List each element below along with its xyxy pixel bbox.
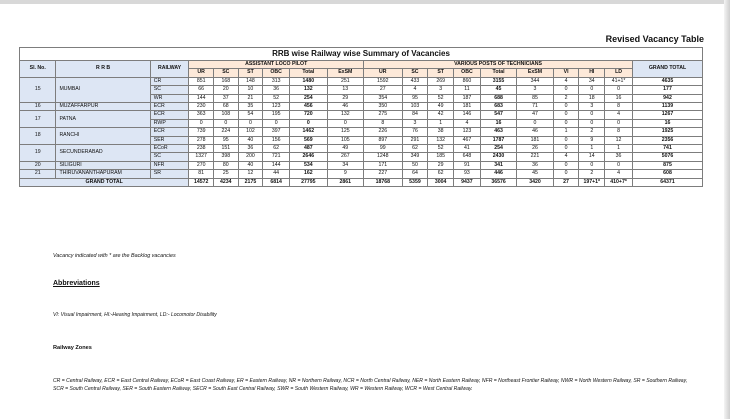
col-header-alp-total: Total	[290, 69, 328, 77]
cell-alp-st: 40	[238, 161, 263, 169]
cell-alp-st: 148	[238, 77, 263, 85]
cell-alp-sc: 398	[213, 153, 238, 161]
cell-grand-total: 2356	[633, 136, 703, 144]
table-row	[20, 77, 703, 85]
cell-grand-total: 741	[633, 145, 703, 153]
cell-tech-ur: 8	[364, 119, 403, 127]
cell-alp-obc: 36	[263, 86, 290, 94]
cell-tech-obc: 187	[454, 94, 481, 102]
cell-tech-vi: 0	[553, 111, 579, 119]
cell-tech-vi: 0	[553, 86, 579, 94]
cell-tech-ur: 897	[364, 136, 403, 144]
cell-tech-hi: 0	[579, 161, 605, 169]
col-header-tech-ld: LD	[605, 69, 633, 77]
cell-alp-total: 534	[290, 161, 328, 169]
total-tech-ur: 18768	[364, 178, 403, 186]
cell-alp-sc: 0	[213, 119, 238, 127]
group-header-technicians: VARIOUS POSTS OF TECHNICIANS	[364, 61, 633, 69]
cell-grand-total: 875	[633, 161, 703, 169]
cell-alp-st: 200	[238, 153, 263, 161]
col-header-tech-vi: VI	[553, 69, 579, 77]
col-header-tech-ur: UR	[364, 69, 403, 77]
cell-alp-obc: 52	[263, 94, 290, 102]
cell-tech-st: 29	[428, 161, 454, 169]
cell-railway: SC	[150, 86, 189, 94]
cell-tech-ur: 1248	[364, 153, 403, 161]
cell-tech-st: 38	[428, 128, 454, 136]
cell-tech-sc: 64	[402, 170, 428, 178]
cell-tech-obc: 648	[454, 153, 481, 161]
col-header-alp-exsm: ExSM	[327, 69, 363, 77]
cell-alp-st: 35	[238, 103, 263, 111]
railway-zones-text: CR = Central Railway, ECR = East Central Railway, ECoR = East Coast Railway, ER = Eastern Railway, NR = Northern Railway, NCR = North Central Railway, NER = North Eastern Railway, NFR = Northeast Frontier Railway, NWR = North Western Railway, SR = Southern Railway, SCR = South Central Railway, SER = South Eastern Railway, SECR = South East Central Railway, SWR = South Western Railway, WR = Western Railway, WCR = West Central Railway.	[53, 378, 688, 393]
cell-tech-st: 52	[428, 94, 454, 102]
cell-alp-exsm: 251	[327, 77, 363, 85]
cell-tech-exsm: 36	[517, 161, 553, 169]
cell-sl-no: 19	[20, 145, 56, 162]
cell-tech-ur: 99	[364, 145, 403, 153]
grand-total-label: GRAND TOTAL	[20, 178, 189, 186]
cell-tech-vi: 0	[553, 145, 579, 153]
cell-sl-no: 16	[20, 103, 56, 111]
cell-tech-total: 688	[480, 94, 516, 102]
cell-alp-total: 162	[290, 170, 328, 178]
cell-tech-vi: 0	[553, 119, 579, 127]
cell-alp-exsm: 125	[327, 128, 363, 136]
cell-alp-total: 254	[290, 94, 328, 102]
cell-railway: SC	[150, 153, 189, 161]
cell-tech-ld: 0	[605, 161, 633, 169]
cell-tech-sc: 95	[402, 94, 428, 102]
cell-alp-ur: 66	[189, 86, 214, 94]
cell-tech-sc: 291	[402, 136, 428, 144]
cell-alp-exsm: 13	[327, 86, 363, 94]
cell-alp-st: 0	[238, 119, 263, 127]
cell-alp-st: 10	[238, 86, 263, 94]
col-header-alp-st: ST	[238, 69, 263, 77]
cell-tech-ld: 8	[605, 128, 633, 136]
cell-alp-total: 132	[290, 86, 328, 94]
cell-alp-st: 40	[238, 136, 263, 144]
revised-table-label: Revised Vacancy Table	[605, 34, 704, 44]
cell-tech-obc: 41	[454, 145, 481, 153]
cell-alp-ur: 739	[189, 128, 214, 136]
cell-tech-obc: 11	[454, 86, 481, 94]
cell-alp-total: 456	[290, 103, 328, 111]
cell-grand-total: 5076	[633, 153, 703, 161]
cell-sl-no: 15	[20, 77, 56, 102]
cell-grand-total: 942	[633, 94, 703, 102]
cell-tech-ur: 275	[364, 111, 403, 119]
table-row	[20, 111, 703, 119]
cell-tech-vi: 4	[553, 153, 579, 161]
cell-railway: CR	[150, 77, 189, 85]
cell-tech-sc: 349	[402, 153, 428, 161]
cell-sl-no: 20	[20, 161, 56, 169]
cell-alp-total: 2646	[290, 153, 328, 161]
cell-railway: ECR	[150, 128, 189, 136]
cell-tech-ld: 8	[605, 103, 633, 111]
cell-rrb-name: RANCHI	[56, 128, 150, 145]
cell-tech-hi: 1	[579, 145, 605, 153]
cell-railway: ECoR	[150, 145, 189, 153]
cell-tech-st: 269	[428, 77, 454, 85]
cell-grand-total: 1267	[633, 111, 703, 119]
group-header-alp: ASSISTANT LOCO PILOT	[189, 61, 364, 69]
cell-sl-no: 21	[20, 170, 56, 178]
cell-tech-ur: 1592	[364, 77, 403, 85]
cell-tech-exsm: 3	[517, 86, 553, 94]
page-top-edge	[0, 0, 730, 4]
cell-tech-total: 16	[480, 119, 516, 127]
cell-rrb-name: THIRUVANANTHAPURAM	[56, 170, 150, 178]
table-row	[20, 128, 703, 136]
cell-tech-total: 446	[480, 170, 516, 178]
page-right-shadow	[724, 0, 730, 419]
cell-rrb-name: SECUNDERABAD	[56, 145, 150, 162]
cell-alp-exsm: 34	[327, 161, 363, 169]
cell-tech-st: 62	[428, 170, 454, 178]
cell-alp-st: 102	[238, 128, 263, 136]
cell-tech-st: 52	[428, 145, 454, 153]
cell-tech-st: 1	[428, 119, 454, 127]
cell-tech-vi: 4	[553, 77, 579, 85]
table-body	[20, 77, 703, 186]
cell-alp-exsm: 105	[327, 136, 363, 144]
cell-railway: NFR	[150, 161, 189, 169]
cell-alp-st: 21	[238, 94, 263, 102]
col-header-slno: Sl. No.	[20, 61, 56, 78]
col-header-tech-sc: SC	[402, 69, 428, 77]
cell-tech-exsm: 221	[517, 153, 553, 161]
vacancy-table	[19, 47, 703, 187]
cell-tech-total: 463	[480, 128, 516, 136]
cell-tech-sc: 62	[402, 145, 428, 153]
cell-tech-hi: 14	[579, 153, 605, 161]
col-header-alp-sc: SC	[213, 69, 238, 77]
cell-alp-exsm: 132	[327, 111, 363, 119]
col-header-grand-total: GRAND TOTAL	[633, 61, 703, 78]
cell-alp-exsm: 267	[327, 153, 363, 161]
cell-tech-st: 49	[428, 103, 454, 111]
cell-tech-exsm: 26	[517, 145, 553, 153]
cell-alp-obc: 44	[263, 170, 290, 178]
total-tech-st: 3004	[428, 178, 454, 186]
cell-alp-sc: 37	[213, 94, 238, 102]
cell-alp-ur: 1327	[189, 153, 214, 161]
total-alp-ur: 14572	[189, 178, 214, 186]
cell-tech-obc: 123	[454, 128, 481, 136]
cell-tech-obc: 181	[454, 103, 481, 111]
col-header-rrb: R R B	[56, 61, 150, 78]
cell-grand-total: 16	[633, 119, 703, 127]
total-tech-hi: 197+1*	[579, 178, 605, 186]
cell-tech-ur: 226	[364, 128, 403, 136]
cell-tech-sc: 433	[402, 77, 428, 85]
cell-grand-total: 608	[633, 170, 703, 178]
cell-tech-obc: 4	[454, 119, 481, 127]
cell-grand-total: 1139	[633, 103, 703, 111]
table-row	[20, 161, 703, 169]
cell-tech-total: 547	[480, 111, 516, 119]
cell-tech-total: 341	[480, 161, 516, 169]
cell-tech-exsm: 344	[517, 77, 553, 85]
cell-sl-no: 17	[20, 111, 56, 128]
cell-alp-obc: 397	[263, 128, 290, 136]
cell-tech-ld: 4	[605, 111, 633, 119]
cell-alp-sc: 108	[213, 111, 238, 119]
cell-alp-ur: 238	[189, 145, 214, 153]
cell-tech-sc: 103	[402, 103, 428, 111]
cell-sl-no: 18	[20, 128, 56, 145]
total-tech-obc: 9437	[454, 178, 481, 186]
cell-grand-total: 177	[633, 86, 703, 94]
cell-alp-exsm: 49	[327, 145, 363, 153]
cell-alp-sc: 25	[213, 170, 238, 178]
cell-alp-sc: 20	[213, 86, 238, 94]
cell-rrb-name: PATNA	[56, 111, 150, 128]
cell-tech-sc: 4	[402, 86, 428, 94]
cell-tech-hi: 0	[579, 119, 605, 127]
table-row	[20, 145, 703, 153]
vacancy-table-container	[19, 47, 703, 187]
cell-tech-total: 683	[480, 103, 516, 111]
cell-alp-ur: 144	[189, 94, 214, 102]
cell-alp-sc: 80	[213, 161, 238, 169]
cell-tech-ur: 171	[364, 161, 403, 169]
cell-tech-st: 3	[428, 86, 454, 94]
cell-tech-ld: 4	[605, 170, 633, 178]
cell-grand-total: 1925	[633, 128, 703, 136]
cell-tech-vi: 0	[553, 161, 579, 169]
cell-alp-total: 1462	[290, 128, 328, 136]
cell-alp-total: 1480	[290, 77, 328, 85]
cell-alp-ur: 278	[189, 136, 214, 144]
cell-grand-total: 4635	[633, 77, 703, 85]
total-grand-total: 64371	[633, 178, 703, 186]
railway-zones-heading: Railway Zones	[53, 345, 92, 351]
cell-tech-ld: 0	[605, 86, 633, 94]
total-alp-st: 2175	[238, 178, 263, 186]
cell-railway: SER	[150, 136, 189, 144]
cell-tech-st: 185	[428, 153, 454, 161]
cell-alp-exsm: 29	[327, 94, 363, 102]
cell-tech-total: 45	[480, 86, 516, 94]
cell-tech-exsm: 45	[517, 170, 553, 178]
col-header-alp-ur: UR	[189, 69, 214, 77]
cell-alp-ur: 0	[189, 119, 214, 127]
cell-tech-exsm: 0	[517, 119, 553, 127]
cell-alp-obc: 62	[263, 145, 290, 153]
col-header-tech-total: Total	[480, 69, 516, 77]
cell-tech-sc: 50	[402, 161, 428, 169]
col-header-tech-st: ST	[428, 69, 454, 77]
cell-rrb-name: MUMBAI	[56, 77, 150, 102]
cell-alp-ur: 230	[189, 103, 214, 111]
total-alp-total: 27795	[290, 178, 328, 186]
total-alp-sc: 4234	[213, 178, 238, 186]
cell-tech-sc: 76	[402, 128, 428, 136]
cell-alp-ur: 851	[189, 77, 214, 85]
cell-tech-sc: 3	[402, 119, 428, 127]
cell-alp-obc: 195	[263, 111, 290, 119]
abbreviations-heading: Abbreviations	[53, 280, 100, 287]
cell-alp-ur: 270	[189, 161, 214, 169]
cell-tech-obc: 146	[454, 111, 481, 119]
cell-alp-ur: 363	[189, 111, 214, 119]
cell-rrb-name: SILIGURI	[56, 161, 150, 169]
cell-alp-obc: 721	[263, 153, 290, 161]
cell-tech-hi: 18	[579, 94, 605, 102]
cell-railway: WR	[150, 94, 189, 102]
cell-tech-vi: 1	[553, 128, 579, 136]
cell-railway: RWP	[150, 119, 189, 127]
table-row	[20, 170, 703, 178]
total-tech-ld: 410+7*	[605, 178, 633, 186]
backlog-note: Vacancy indicated with * are the Backlog vacancies	[53, 253, 176, 259]
total-alp-obc: 6814	[263, 178, 290, 186]
table-title: RRB wise Railway wise Summary of Vacancies	[20, 48, 703, 61]
cell-alp-sc: 168	[213, 77, 238, 85]
total-alp-exsm: 2861	[327, 178, 363, 186]
cell-rrb-name: MUZAFFARPUR	[56, 103, 150, 111]
cell-tech-total: 1787	[480, 136, 516, 144]
cell-tech-obc: 93	[454, 170, 481, 178]
table-row	[20, 103, 703, 111]
cell-tech-ur: 227	[364, 170, 403, 178]
cell-alp-st: 54	[238, 111, 263, 119]
cell-alp-st: 12	[238, 170, 263, 178]
cell-tech-hi: 34	[579, 77, 605, 85]
cell-alp-exsm: 9	[327, 170, 363, 178]
cell-alp-ur: 81	[189, 170, 214, 178]
cell-tech-vi: 0	[553, 103, 579, 111]
cell-tech-total: 254	[480, 145, 516, 153]
abbreviations-text: VI: Visual Impairment, HI:-Hearing Impairment, LD:- Locomotor Disability	[53, 312, 217, 318]
cell-tech-total: 3155	[480, 77, 516, 85]
cell-alp-obc: 313	[263, 77, 290, 85]
total-tech-total: 36576	[480, 178, 516, 186]
col-header-alp-obc: OBC	[263, 69, 290, 77]
cell-alp-obc: 144	[263, 161, 290, 169]
cell-alp-total: 0	[290, 119, 328, 127]
cell-alp-total: 720	[290, 111, 328, 119]
total-tech-exsm: 3420	[517, 178, 553, 186]
cell-railway: SR	[150, 170, 189, 178]
cell-tech-hi: 0	[579, 111, 605, 119]
cell-alp-obc: 156	[263, 136, 290, 144]
cell-railway: ECR	[150, 103, 189, 111]
cell-tech-ld: 41+1*	[605, 77, 633, 85]
cell-tech-obc: 860	[454, 77, 481, 85]
cell-tech-hi: 0	[579, 86, 605, 94]
cell-tech-total: 2430	[480, 153, 516, 161]
cell-tech-obc: 91	[454, 161, 481, 169]
col-header-tech-hi: HI	[579, 69, 605, 77]
cell-alp-sc: 68	[213, 103, 238, 111]
cell-tech-sc: 84	[402, 111, 428, 119]
cell-tech-vi: 0	[553, 170, 579, 178]
cell-tech-st: 42	[428, 111, 454, 119]
cell-alp-exsm: 0	[327, 119, 363, 127]
total-tech-sc: 5359	[402, 178, 428, 186]
col-header-tech-exsm: ExSM	[517, 69, 553, 77]
cell-tech-exsm: 47	[517, 111, 553, 119]
cell-alp-total: 487	[290, 145, 328, 153]
cell-tech-ld: 1	[605, 145, 633, 153]
cell-tech-vi: 0	[553, 136, 579, 144]
grand-total-row	[20, 178, 703, 186]
cell-alp-obc: 0	[263, 119, 290, 127]
cell-tech-hi: 3	[579, 103, 605, 111]
cell-alp-sc: 224	[213, 128, 238, 136]
cell-alp-obc: 123	[263, 103, 290, 111]
col-header-railway: RAILWAY	[150, 61, 189, 78]
cell-railway: ECR	[150, 111, 189, 119]
cell-tech-exsm: 85	[517, 94, 553, 102]
cell-alp-exsm: 46	[327, 103, 363, 111]
cell-tech-exsm: 181	[517, 136, 553, 144]
cell-tech-hi: 9	[579, 136, 605, 144]
cell-alp-total: 569	[290, 136, 328, 144]
col-header-tech-obc: OBC	[454, 69, 481, 77]
total-tech-vi: 27	[553, 178, 579, 186]
cell-tech-ld: 16	[605, 94, 633, 102]
cell-tech-vi: 2	[553, 94, 579, 102]
cell-tech-ld: 36	[605, 153, 633, 161]
cell-tech-ur: 27	[364, 86, 403, 94]
cell-tech-exsm: 71	[517, 103, 553, 111]
cell-tech-ur: 350	[364, 103, 403, 111]
cell-tech-st: 132	[428, 136, 454, 144]
cell-tech-hi: 2	[579, 170, 605, 178]
cell-alp-st: 36	[238, 145, 263, 153]
cell-tech-obc: 467	[454, 136, 481, 144]
cell-tech-ld: 0	[605, 119, 633, 127]
cell-tech-hi: 2	[579, 128, 605, 136]
cell-tech-ld: 12	[605, 136, 633, 144]
cell-tech-exsm: 46	[517, 128, 553, 136]
cell-alp-sc: 95	[213, 136, 238, 144]
cell-alp-sc: 151	[213, 145, 238, 153]
cell-tech-ur: 354	[364, 94, 403, 102]
